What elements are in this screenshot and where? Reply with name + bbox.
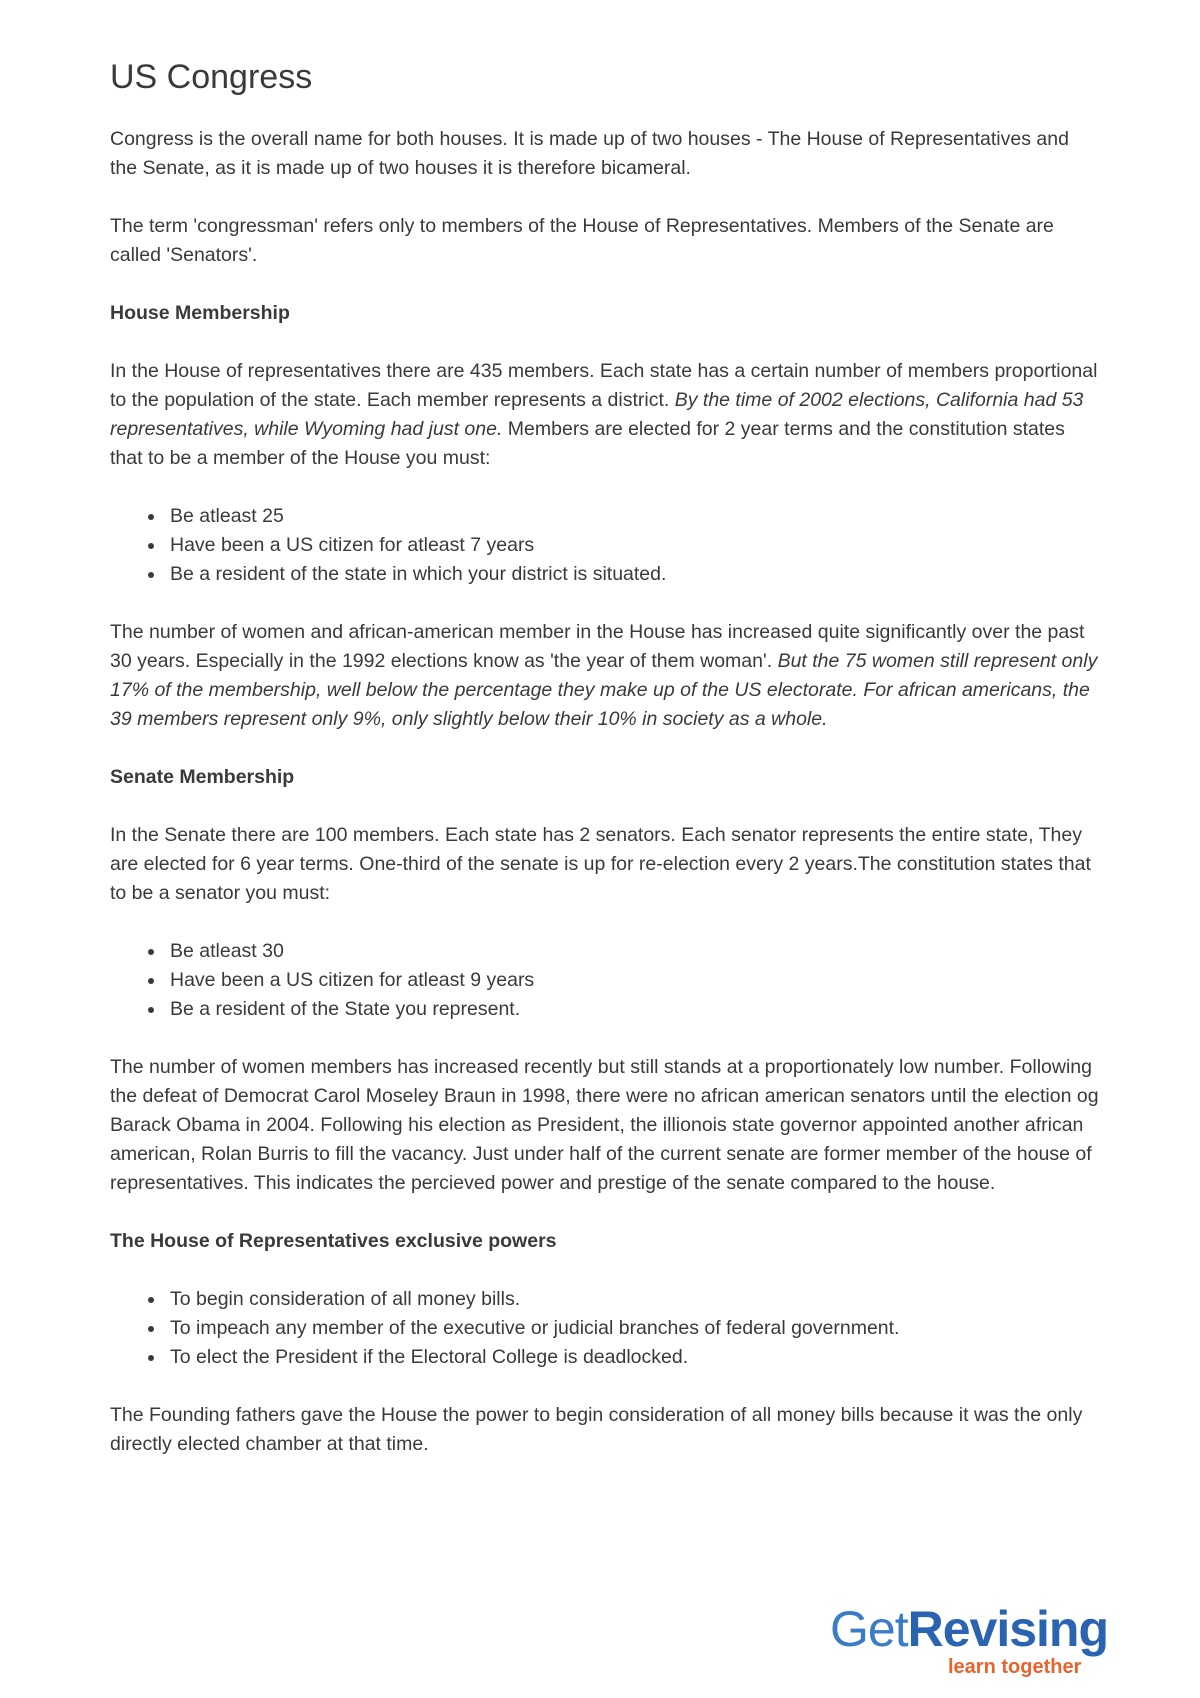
logo-tagline: learn together xyxy=(948,1656,1082,1678)
powers-paragraph: The Founding fathers gave the House the power to begin consideration of all money bills because it was the only directly elected chamber at that time. xyxy=(110,1404,1083,1455)
list-item: To impeach any member of the executive or judicial branches of federal government. xyxy=(170,1314,1100,1343)
intro-paragraph-2: The term 'congressman' refers only to members of the House of Representatives. Members of the Senate are called 'Senators'. xyxy=(110,215,1054,266)
powers-heading: The House of Representatives exclusive powers xyxy=(110,1230,557,1252)
list-item: Be atleast 25 xyxy=(170,502,1100,531)
senate-paragraph-1: In the Senate there are 100 members. Each state has 2 senators. Each senator represents the entire state, They are elected for 6 year terms. One-third of the senate is up for re-election every 2 years.The constitution states that to be a senator you must: xyxy=(110,824,1091,904)
house-p2-text: The number of women and african-american member in the House has increased quite significantly over the past 30 years. Especially in the 1992 elections know as 'the year of them woman'. xyxy=(110,621,1085,672)
house-requirements-list xyxy=(110,502,1100,589)
powers-list xyxy=(110,1285,1100,1372)
document-page xyxy=(110,58,1100,1488)
house-paragraph-1 xyxy=(110,357,1100,473)
senate-membership-heading: Senate Membership xyxy=(110,766,295,788)
house-paragraph-2 xyxy=(110,618,1100,734)
house-p1-text: In the House of representatives there are 435 members. Each state has a certain number of members proportional to the population of the state. Each member represents a district. xyxy=(110,360,1098,411)
logo-revising-text: Revising xyxy=(907,1601,1108,1657)
senate-paragraph-2: The number of women members has increased recently but still stands at a proportionately low number. Following the defeat of Democrat Carol Moseley Braun in 1998, there were no african american senators until the election og Barack Obama in 2004. Following his election as President, the illionois state governor appointed another african american, Rolan Burris to fill the vacancy. Just under half of the current senate are former member of the house of representatives. This indicates the percieved power and prestige of the senate compared to the house. xyxy=(110,1056,1099,1194)
list-item: Have been a US citizen for atleast 7 years xyxy=(170,531,1100,560)
getrevising-logo xyxy=(830,1600,1130,1680)
house-membership-heading: House Membership xyxy=(110,302,290,324)
list-item: Be a resident of the State you represent. xyxy=(170,995,1100,1024)
house-p1-tail: Members are elected for 2 year terms and the constitution states that to be a member of the House you must: xyxy=(110,418,1065,469)
intro-paragraph-1: Congress is the overall name for both houses. It is made up of two houses - The House of Representatives and the Senate, as it is made up of two houses it is therefore bicameral. xyxy=(110,128,1069,179)
list-item: Be a resident of the state in which your district is situated. xyxy=(170,560,1100,589)
list-item: Be atleast 30 xyxy=(170,937,1100,966)
page-title: US Congress xyxy=(110,58,313,96)
list-item: To begin consideration of all money bills. xyxy=(170,1285,1100,1314)
house-p2-italic: But the 75 women still represent only 17% of the membership, well below the percentage they make up of the US electorate. For african americans, the 39 members represent only 9%, only slightly below their 10% in society as a whole. xyxy=(110,650,1098,730)
logo-wordmark xyxy=(830,1600,1108,1658)
senate-requirements-list xyxy=(110,937,1100,1024)
house-p1-italic: By the time of 2002 elections, California had 53 representatives, while Wyoming had just one. xyxy=(110,389,1084,440)
logo-get-text: Get xyxy=(830,1601,908,1657)
list-item: To elect the President if the Electoral College is deadlocked. xyxy=(170,1343,1100,1372)
list-item: Have been a US citizen for atleast 9 years xyxy=(170,966,1100,995)
